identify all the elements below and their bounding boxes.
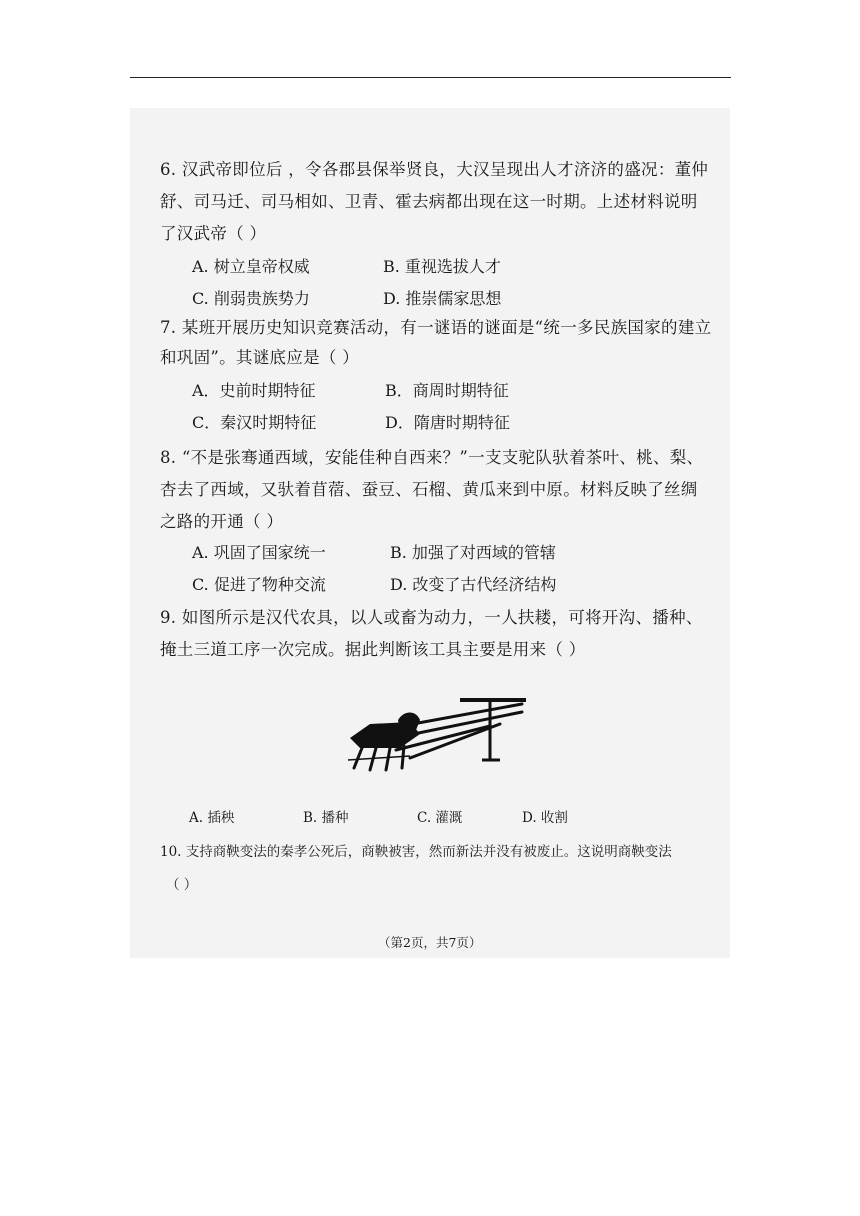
q9-option-d: D. 收割 (522, 810, 568, 826)
page-number: （第2页，共7页） (378, 935, 482, 950)
q9-line-1: 9. 如图所示是汉代农具，以人或畜为动力，一人扶耧，可将开沟、播种、 (160, 608, 703, 627)
q6-option-a: A. 树立皇帝权威 (192, 257, 310, 276)
q6-option-d: D. 推崇儒家思想 (383, 289, 502, 308)
q10-line-1: 10. 支持商鞅变法的秦孝公死后，商鞅被害，然而新法并没有被废止。这说明商鞅变法 (160, 844, 672, 860)
q8-line-2: 杏去了西域，又驮着苜蓿、蚕豆、石榴、黄瓜来到中原。材料反映了丝绸 (160, 480, 698, 499)
q8-option-d: D. 改变了古代经济结构 (390, 575, 557, 594)
q7-option-d: D．隋唐时期特征 (385, 413, 510, 432)
q9-line-2: 掩土三道工序一次完成。据此判断该工具主要是用来（ ） (160, 640, 586, 659)
q6-line-1: 6. 汉武帝即位后 ，令各郡县保举贤良，大汉呈现出人才济济的盛况：董仲 (160, 160, 709, 179)
q6-line-2: 舒、司马迁、司马相如、卫青、霍去病都出现在这一时期。上述材料说明 (160, 192, 698, 211)
q8-option-c: C. 促进了物种交流 (192, 575, 326, 594)
q6-option-c: C. 削弱贵族势力 (192, 289, 310, 308)
q7-line-1: 7. 某班开展历史知识竞赛活动，有一谜语的谜面是“统一多民族国家的建立 (160, 318, 712, 337)
q7-option-b: B．商周时期特征 (385, 381, 509, 400)
q9-option-b: B. 播种 (303, 810, 349, 826)
q9-option-c: C. 灌溉 (417, 810, 463, 826)
q6-option-b: B. 重视选拔人才 (383, 257, 501, 276)
q7-line-2: 和巩固”。其谜底应是（ ） (160, 348, 360, 367)
q7-option-a: A．史前时期特征 (192, 381, 316, 400)
q8-option-a: A. 巩固了国家统一 (192, 543, 326, 562)
q8-option-b: B. 加强了对西域的管辖 (390, 543, 556, 562)
q8-line-1: 8. “不是张骞通西域，安能佳种自西来？”一支支驼队驮着茶叶、桃、梨、 (160, 448, 704, 467)
q9-option-a: A. 插秧 (189, 810, 235, 826)
seed-drill-illustration (340, 690, 530, 775)
q10-line-2: （ ） (166, 877, 198, 893)
q8-line-3: 之路的开通（ ） (160, 512, 284, 531)
q6-line-3: 了汉武帝（ ） (160, 224, 267, 243)
q7-option-c: C．秦汉时期特征 (192, 413, 317, 432)
top-rule (130, 77, 731, 78)
